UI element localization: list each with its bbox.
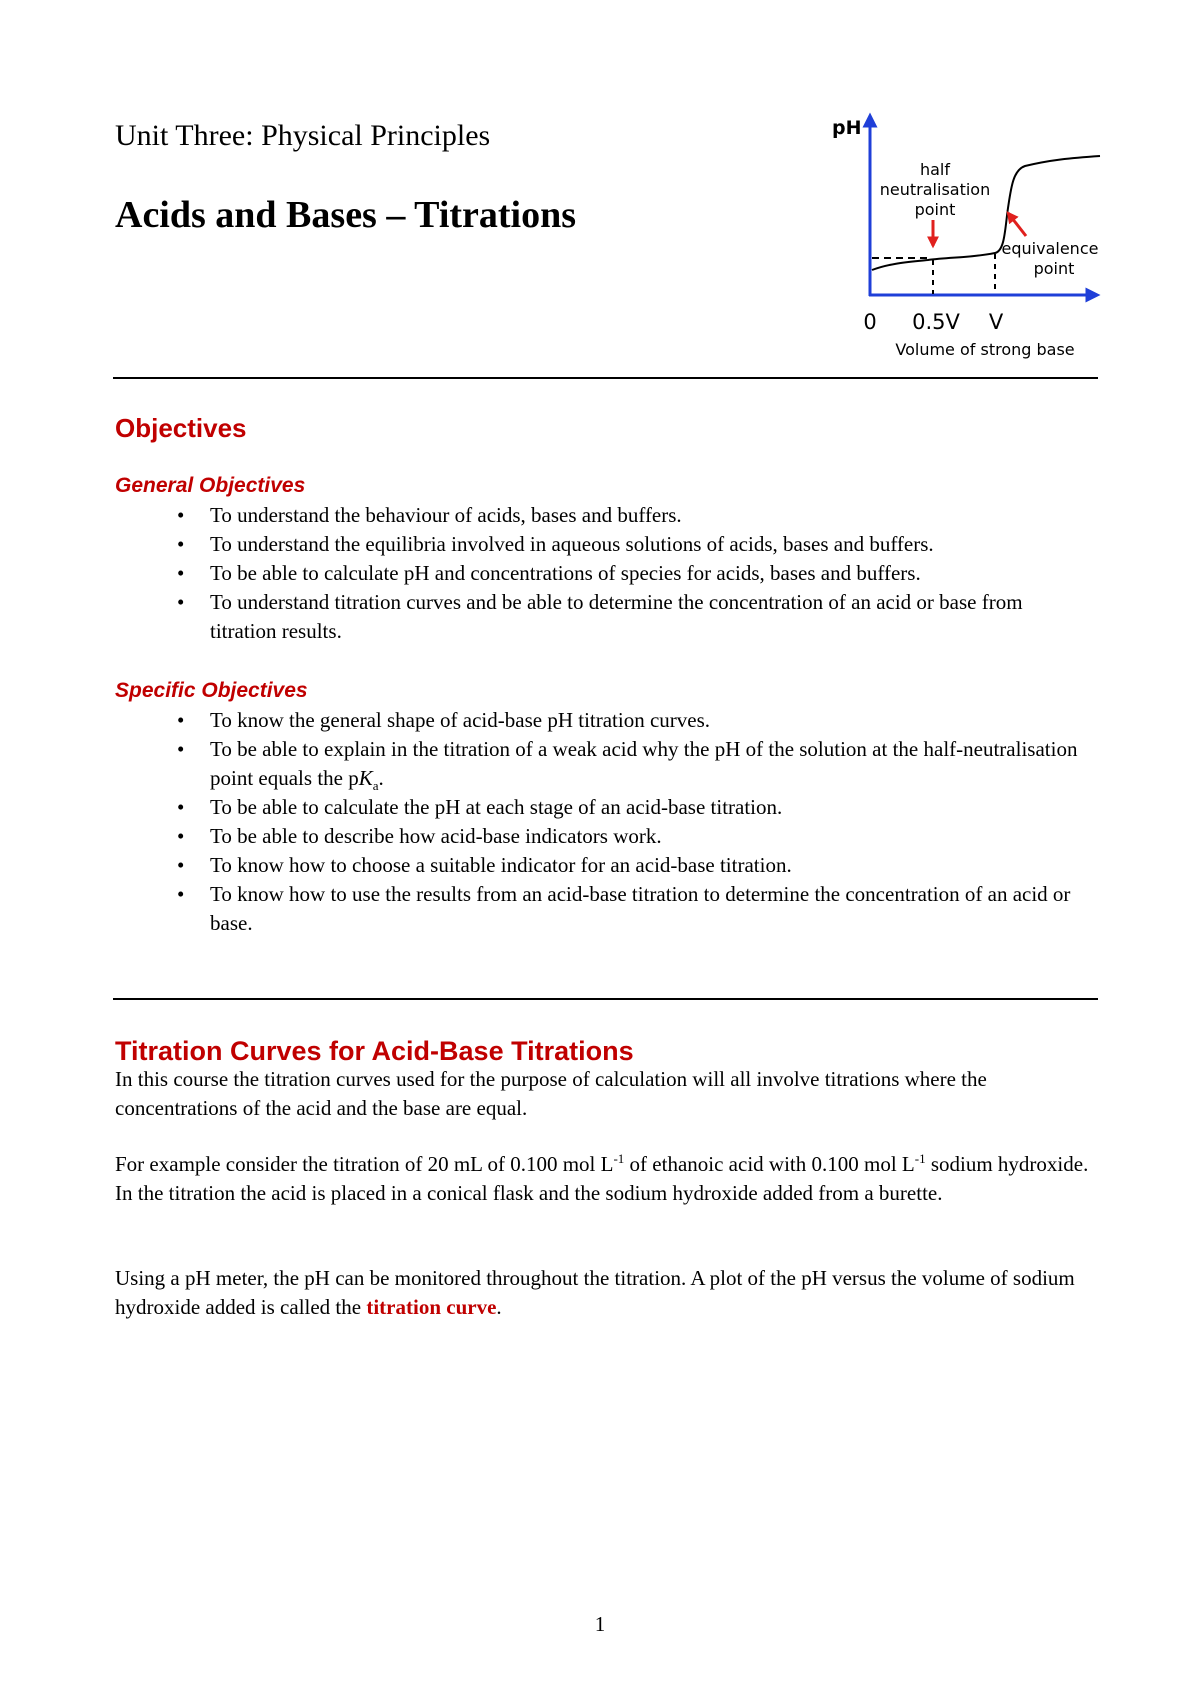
list-item: • To know the general shape of acid-base pH titration curves. bbox=[210, 706, 1090, 735]
paragraph-end: . bbox=[496, 1294, 502, 1319]
titration-paragraph-3 bbox=[115, 1264, 1100, 1321]
half-label-line-1: half bbox=[919, 160, 951, 179]
list-item: • To be able to describe how acid-base indicators work. bbox=[210, 822, 1090, 851]
list-item-end: . bbox=[378, 766, 384, 790]
equivalence-label-line-2: point bbox=[1033, 259, 1075, 278]
equivalence-point-arrow bbox=[1008, 213, 1026, 236]
titration-curve-figure bbox=[810, 108, 1110, 368]
section-divider bbox=[113, 998, 1098, 1000]
superscript: -1 bbox=[914, 1151, 926, 1166]
superscript: -1 bbox=[613, 1151, 625, 1166]
list-item: • To understand titration curves and be able to determine the concentration of an acid or base from titration results. bbox=[210, 588, 1090, 646]
specific-objectives-heading: Specific Objectives bbox=[115, 679, 308, 702]
ka-subscript: a bbox=[372, 778, 379, 794]
paragraph-text: sodium hydroxide. In the titration the acid is placed in a conical flask and the sodium hydroxide added from a burette. bbox=[115, 1152, 1089, 1205]
titration-curves-heading: Titration Curves for Acid-Base Titrations bbox=[115, 1036, 634, 1066]
titration-curve-term: titration curve bbox=[366, 1294, 497, 1319]
list-item bbox=[210, 735, 1090, 793]
equivalence-label-line-1: equivalence bbox=[1001, 239, 1099, 258]
titration-paragraph-2 bbox=[115, 1150, 1100, 1207]
general-objectives-heading: General Objectives bbox=[115, 474, 306, 497]
paragraph-text: of ethanoic acid with 0.100 mol L bbox=[624, 1152, 915, 1176]
specific-objectives-list bbox=[210, 706, 1090, 938]
half-label-line-3: point bbox=[914, 200, 956, 219]
x-tick-equivalence-volume: V bbox=[988, 310, 1004, 334]
objectives-heading: Objectives bbox=[115, 413, 247, 443]
list-item: • To be able to calculate pH and concentrations of species for acids, bases and buffers. bbox=[210, 559, 1090, 588]
titration-paragraph-1: In this course the titration curves used for the purpose of calculation will all involve titrations where the concentrations of the acid and the base are equal. bbox=[115, 1067, 987, 1120]
half-label-line-2: neutralisation bbox=[879, 180, 991, 199]
document-title: Acids and Bases – Titrations bbox=[115, 194, 577, 236]
list-item: • To be able to calculate the pH at each stage of an acid-base titration. bbox=[210, 793, 1090, 822]
page-number: 1 bbox=[594, 1612, 606, 1636]
header-divider bbox=[113, 377, 1098, 379]
unit-title: Unit Three: Physical Principles bbox=[115, 119, 491, 152]
x-axis-label: Volume of strong base bbox=[895, 340, 1075, 359]
list-item: • To know how to use the results from an acid-base titration to determine the concentration of an acid or base. bbox=[210, 880, 1090, 938]
paragraph-text: For example consider the titration of 20 mL of 0.100 mol L bbox=[115, 1152, 614, 1176]
paragraph-text: Using a pH meter, the pH can be monitored throughout the titration. A plot of the pH versus the volume of sodium hydroxide added is called the bbox=[115, 1266, 1075, 1319]
list-item-text: To be able to explain in the titration of a weak acid why the pH of the solution at the half-neutralisation point equals the p bbox=[210, 737, 1078, 790]
list-item: • To understand the equilibria involved in aqueous solutions of acids, bases and buffers. bbox=[210, 530, 1090, 559]
y-axis-label: pH bbox=[832, 117, 862, 139]
ka-symbol: K bbox=[358, 766, 373, 790]
general-objectives-list bbox=[210, 501, 1090, 646]
list-item: • To understand the behaviour of acids, bases and buffers. bbox=[210, 501, 1090, 530]
x-tick-zero: 0 bbox=[863, 310, 877, 334]
list-item: • To know how to choose a suitable indicator for an acid-base titration. bbox=[210, 851, 1090, 880]
x-tick-half-volume: 0.5V bbox=[912, 310, 960, 334]
